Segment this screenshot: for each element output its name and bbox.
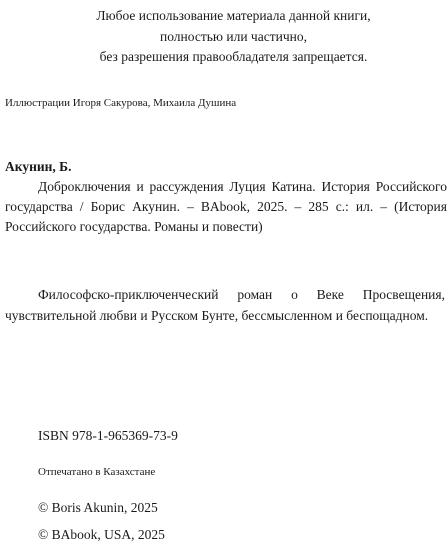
usage-notice bbox=[20, 6, 447, 68]
bibliographic-entry: Доброключения и рассуждения Луция Катина. История Российского государства / Борис Акунин. – BAbook, 2025. – 285 с.: ил. – (История Российского государства. Романы и повести) bbox=[5, 179, 447, 234]
bibliographic-author: Акунин, Б. bbox=[5, 159, 72, 174]
copyright-author: © Boris Akunin, 2025 bbox=[38, 500, 158, 515]
illustrations-credit: Иллюстрации Игоря Сакурова, Михаила Душина bbox=[5, 97, 237, 109]
copyright-publisher: © BAbook, USA, 2025 bbox=[38, 527, 165, 542]
usage-notice-line: Любое использование материала данной книги, bbox=[96, 8, 371, 23]
isbn: ISBN 978-1-965369-73-9 bbox=[38, 428, 178, 443]
usage-notice-line: полностью или частично, bbox=[160, 28, 307, 44]
bibliographic-record bbox=[5, 157, 447, 237]
usage-notice-line: без разрешения правообладателя запрещается. bbox=[99, 49, 368, 64]
printed-in: Отпечатано в Казахстане bbox=[38, 466, 156, 478]
book-annotation: Философско-приключенческий роман о Веке Просвещения, чувствительной любви и Русском Бунте, бессмысленном и беспощадном. bbox=[5, 287, 445, 323]
